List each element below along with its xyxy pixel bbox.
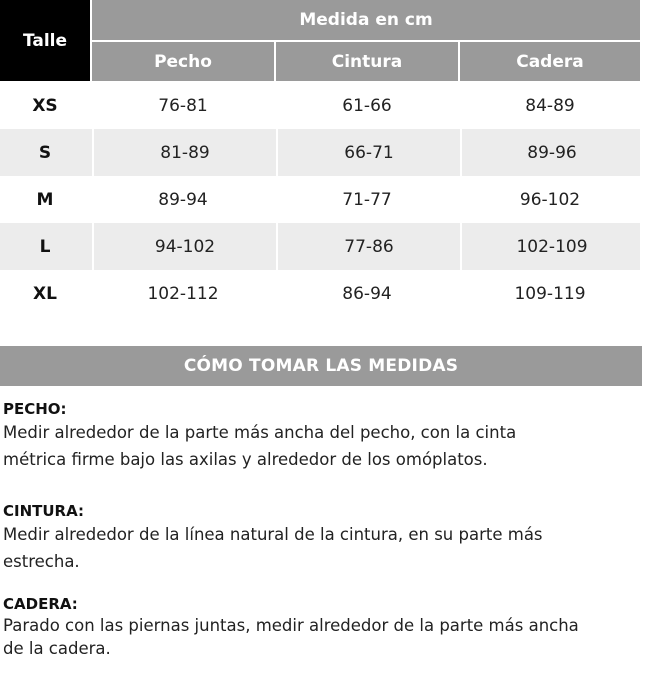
cintura-value: 61-66 xyxy=(342,95,392,116)
section-description xyxy=(3,614,653,660)
table-row xyxy=(0,176,640,223)
section-description xyxy=(3,419,653,473)
section-label: CADERA: xyxy=(3,595,78,613)
table-row xyxy=(0,129,640,176)
measure-section-cadera xyxy=(3,594,653,660)
pecho-value: 76-81 xyxy=(158,95,208,116)
description-line: de la cadera. xyxy=(3,639,111,658)
pecho-value: 94-102 xyxy=(92,223,276,270)
cintura-value: 77-86 xyxy=(276,223,460,270)
cadera-value: 96-102 xyxy=(519,189,581,210)
description-line: estrecha. xyxy=(3,552,80,571)
pecho-value: 89-94 xyxy=(158,189,208,210)
section-label: CINTURA: xyxy=(3,502,84,520)
cintura-value: 71-77 xyxy=(342,189,392,210)
table-row xyxy=(0,270,640,317)
cadera-value: 84-89 xyxy=(525,95,575,116)
cadera-value: 89-96 xyxy=(460,129,642,176)
table-body xyxy=(0,82,640,317)
how-to-measure-header: CÓMO TOMAR LAS MEDIDAS xyxy=(0,346,642,386)
size-column-header: Talle xyxy=(0,0,90,81)
description-line: métrica firme bajo las axilas y alrededor de los omóplatos. xyxy=(3,450,488,469)
size-label: XS xyxy=(32,95,58,116)
table-row xyxy=(0,223,640,270)
measurement-group-header: Medida en cm xyxy=(92,0,640,40)
cadera-value: 102-109 xyxy=(460,223,642,270)
section-description xyxy=(3,521,653,575)
column-header-cadera: Cadera xyxy=(460,42,640,81)
cadera-value: 109-119 xyxy=(514,283,586,304)
section-label: PECHO: xyxy=(3,400,67,418)
description-line: Medir alrededor de la línea natural de la cintura, en su parte más xyxy=(3,525,543,544)
measure-section-cintura xyxy=(3,501,653,575)
cintura-value: 86-94 xyxy=(342,283,392,304)
pecho-value: 102-112 xyxy=(147,283,219,304)
size-label: XL xyxy=(33,283,57,304)
size-label: L xyxy=(39,236,51,257)
column-header-cintura: Cintura xyxy=(276,42,458,81)
description-line: Parado con las piernas juntas, medir alrededor de la parte más ancha xyxy=(3,616,579,635)
measure-section-pecho xyxy=(3,399,653,473)
table-row xyxy=(0,82,640,129)
size-label: M xyxy=(36,189,54,210)
pecho-value: 81-89 xyxy=(92,129,276,176)
column-header-pecho: Pecho xyxy=(92,42,274,81)
size-label: S xyxy=(38,142,52,163)
description-line: Medir alrededor de la parte más ancha del pecho, con la cinta xyxy=(3,423,517,442)
cintura-value: 66-71 xyxy=(276,129,460,176)
